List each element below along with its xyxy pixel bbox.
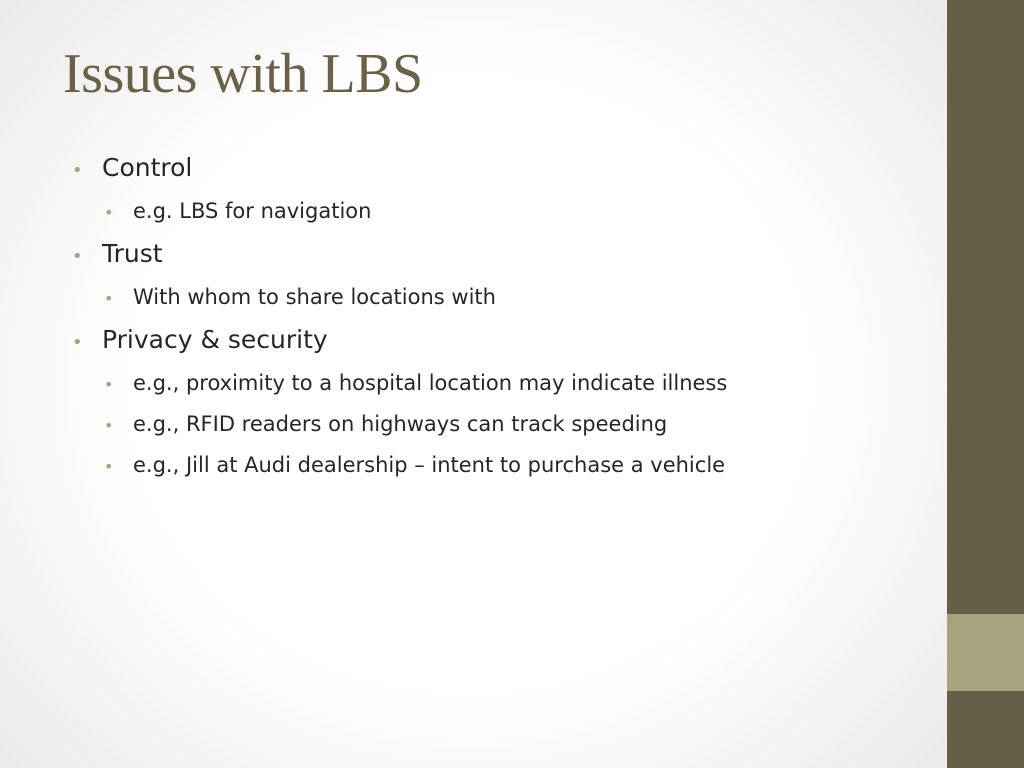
sidebar-accent-block	[947, 614, 1024, 691]
sub-bullet-item	[70, 447, 930, 488]
bullet-icon: •	[104, 457, 114, 476]
sub-bullet-text: e.g., proximity to a hospital location may indicate illness	[133, 371, 728, 395]
sub-bullet-text: e.g. LBS for navigation	[133, 199, 372, 223]
sub-bullet-item	[70, 365, 930, 406]
sub-bullet-item	[70, 193, 930, 236]
bullet-item-trust	[70, 236, 930, 279]
sub-bullet-text: e.g., Jill at Audi dealership – intent to purchase a vehicle	[133, 453, 726, 477]
bullet-icon: •	[72, 160, 83, 181]
sub-bullet-text: e.g., RFID readers on highways can track speeding	[133, 412, 668, 436]
sub-bullet-item	[70, 406, 930, 447]
slide-title: Issues with LBS	[63, 43, 423, 105]
bullet-icon: •	[104, 416, 114, 435]
bullet-item-control	[70, 150, 930, 193]
bullet-text: Trust	[102, 239, 163, 268]
bullet-item-privacy-security	[70, 322, 930, 365]
sub-bullet-item	[70, 279, 930, 322]
sub-bullet-text: With whom to share locations with	[133, 285, 496, 309]
bullet-icon: •	[104, 375, 114, 394]
bullet-text: Privacy & security	[102, 325, 328, 354]
bullet-icon: •	[104, 203, 114, 222]
bullet-icon: •	[72, 332, 83, 353]
bullet-icon: •	[104, 289, 114, 308]
bullet-list	[70, 150, 930, 488]
bullet-icon: •	[72, 246, 83, 267]
bullet-text: Control	[102, 153, 193, 182]
